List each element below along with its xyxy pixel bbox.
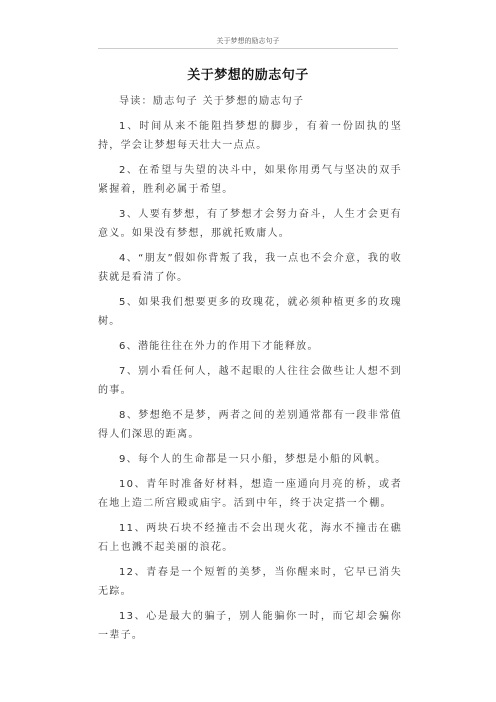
quote-paragraph: 12、青春是一个短暂的美梦，当你醒来时，它早已消失无踪。 [98,567,402,597]
quote-paragraph: 9、每个人的生命都是一只小船，梦想是小船的风帆。 [119,454,387,465]
quote-paragraph: 1、时间从来不能阻挡梦想的脚步，有着一份固执的坚持，学会让梦想每天壮大一点点。 [98,121,402,151]
quote-paragraph: 6、潜能往往在外力的作用下才能释放。 [119,341,319,352]
quote-paragraph: 2、在希望与失望的决斗中，如果你用勇气与坚决的双手紧握着，胜利必属于希望。 [98,165,402,195]
quote-paragraph: 10、青年时准备好材料，想造一座通向月亮的桥，或者在地上造二所宫殿或庙宇。活到中年，终于决定搭一个棚。 [98,479,402,509]
quote-paragraph: 7、别小看任何人，越不起眼的人往往会做些让人想不到的事。 [98,366,402,396]
quote-paragraph: 8、梦想绝不是梦，两者之间的差别通常都有一段非常值得人们深思的距离。 [98,410,402,440]
document-title: 关于梦想的励志句子 [187,68,309,83]
quote-paragraph: 11、两块石块不经撞击不会出现火花，海水不撞击在礁石上也溅不起美丽的浪花。 [98,523,402,553]
running-header: 关于梦想的励志句子 [216,37,280,45]
intro-paragraph: 导读：励志句子 关于梦想的励志句子 [119,96,305,107]
quote-paragraph: 4、“朋友”假如你背叛了我，我一点也不会介意，我的收获就是看清了你。 [98,253,402,283]
header-divider [98,48,398,49]
document-body [98,92,402,651]
quote-paragraph: 3、人要有梦想，有了梦想才会努力奋斗，人生才会更有意义。如果没有梦想，那就托败庸人。 [98,209,402,239]
quote-paragraph: 13、心是最大的骗子，别人能骗你一时，而它却会骗你一辈子。 [98,611,402,641]
quote-paragraph: 5、如果我们想要更多的玫瑰花，就必须种植更多的玫瑰树。 [98,297,402,327]
